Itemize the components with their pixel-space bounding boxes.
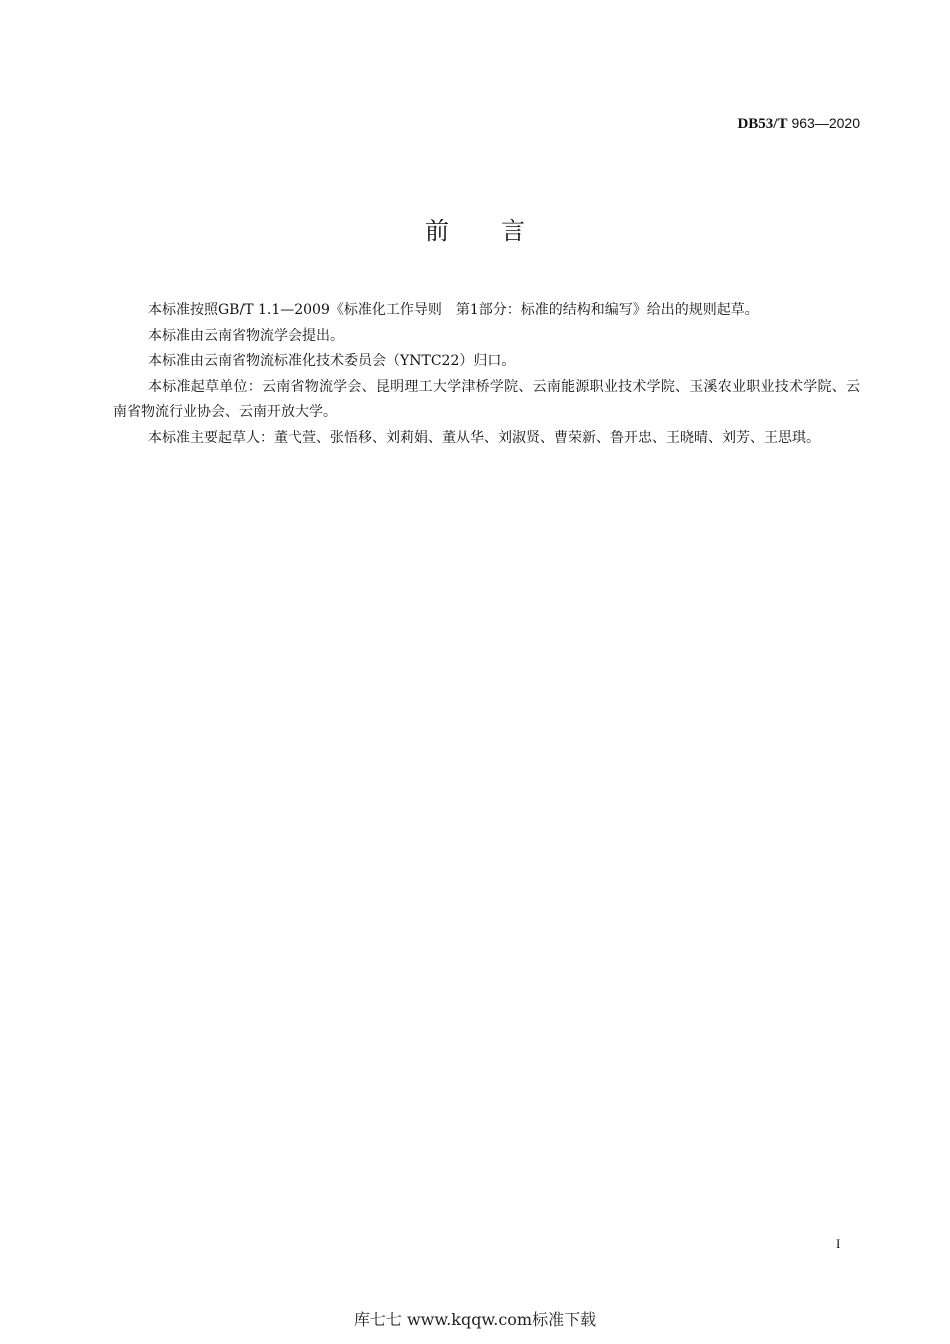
standard-code-number: 963—2020 [791,115,860,131]
page-title: 前言 [425,217,577,245]
page-number: I [836,1236,841,1251]
watermark-footer: 库七七 www.kqqw.com标准下载 [353,1310,597,1329]
foreword-paragraph-committee: 本标准由云南省物流标准化技术委员会（YNTC22）归口。 [148,353,516,369]
foreword-paragraph-drafting-rules: 本标准按照GB/T 1.1—2009《标准化工作导则 第1部分：标准的结构和编写》给出的规则起草。 [148,302,759,318]
standard-code-prefix: DB53/T [737,116,788,132]
foreword-paragraph-drafting-units: 本标准起草单位：云南省物流学会、昆明理工大学津桥学院、云南能源职业技术学院、玉溪农业职业技术学院、云南省物流行业协会、云南开放大学。 [113,378,860,420]
foreword-paragraph-drafters: 本标准主要起草人：董弋萱、张悟移、刘莉娟、董从华、刘淑贤、曹荣新、鲁开忠、王晓晴、刘芳、王思琪。 [148,429,820,446]
foreword-paragraph-proposer: 本标准由云南省物流学会提出。 [148,327,344,344]
foreword-body [113,298,860,451]
standard-code [737,115,860,133]
